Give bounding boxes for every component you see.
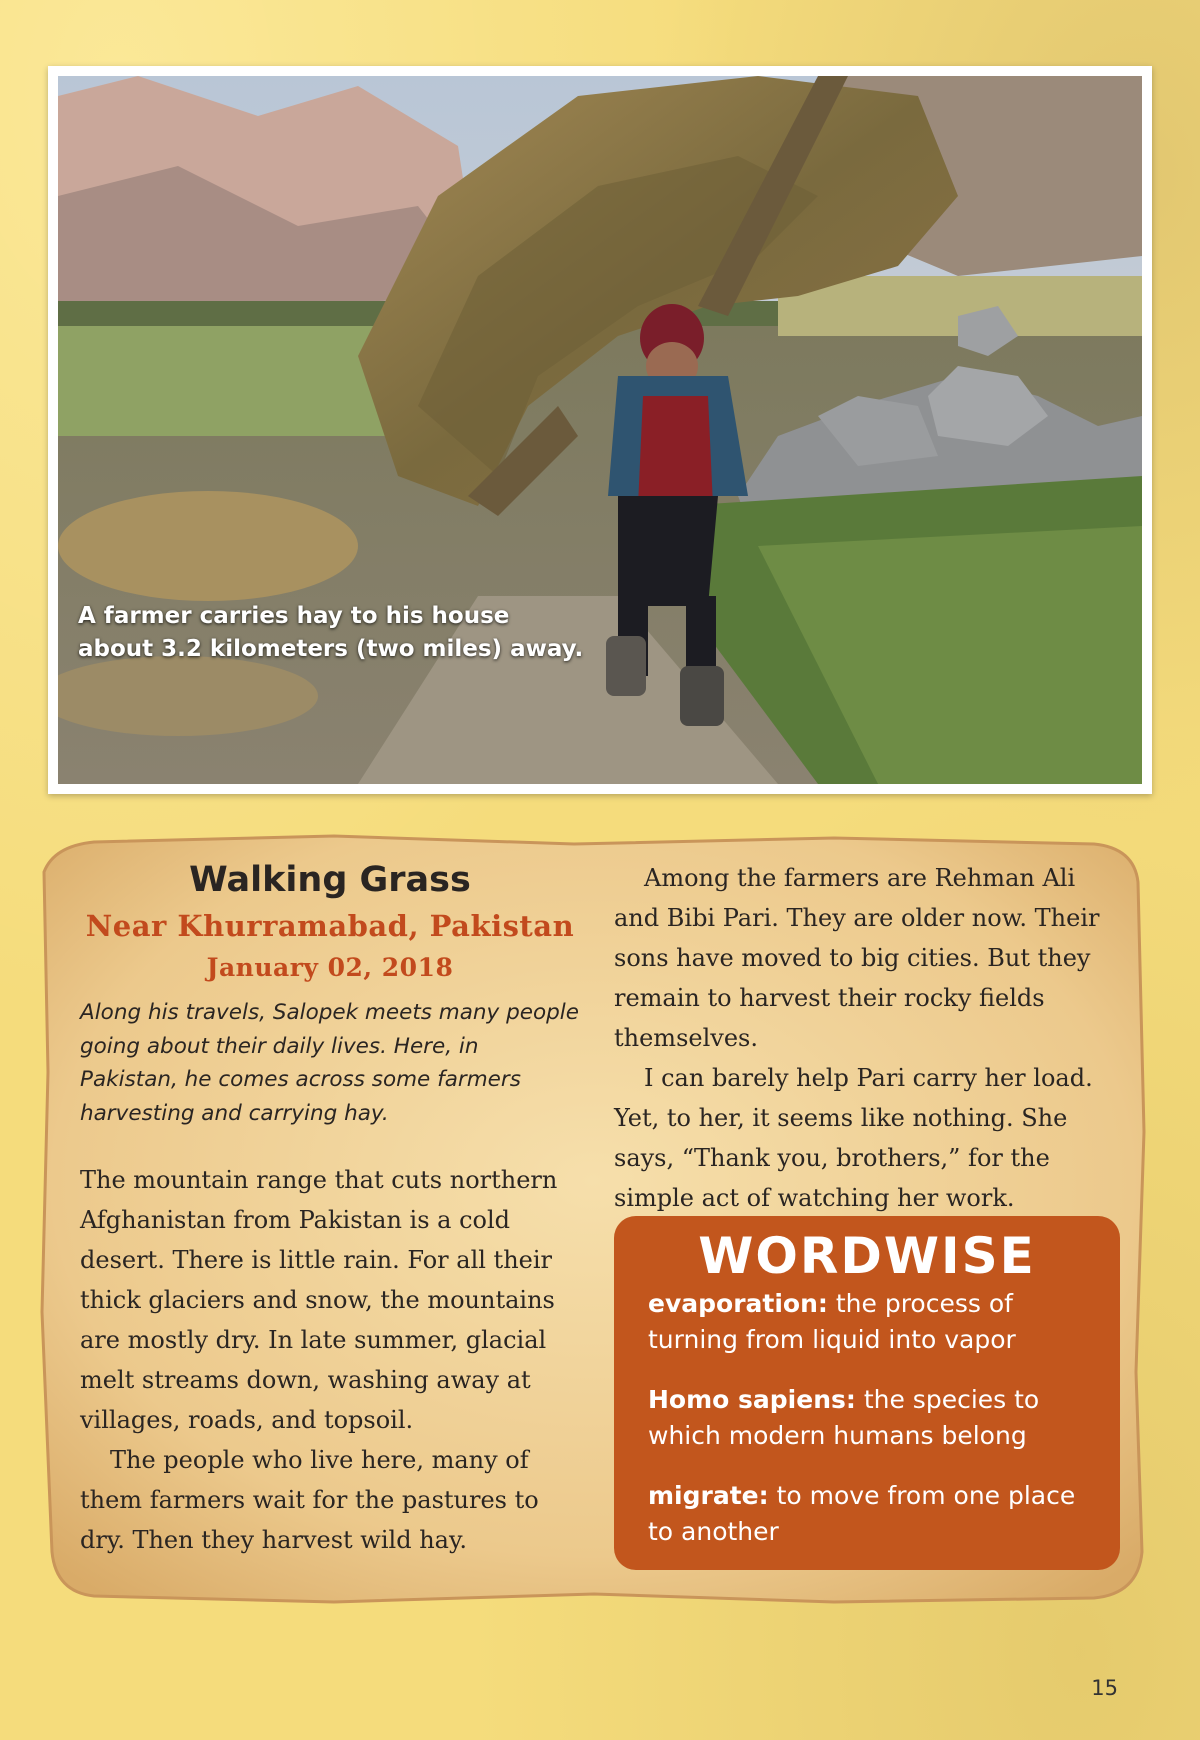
wordwise-title: WORDWISE bbox=[698, 1227, 1036, 1285]
wordwise-entry-homo-sapiens bbox=[648, 1382, 1086, 1454]
farmer-photo bbox=[58, 76, 1142, 784]
wordwise-entry-evaporation bbox=[648, 1286, 1086, 1358]
wordwise-definition: the process of turning from liquid into vapor bbox=[648, 1289, 1016, 1354]
article-place: Near Khurramabad, Pakistan bbox=[85, 909, 575, 943]
article-title: Walking Grass bbox=[189, 860, 471, 900]
wordwise-entry-migrate bbox=[648, 1478, 1086, 1550]
farmer-photo-illustration bbox=[58, 76, 1142, 784]
article-paragraph-2: The people who live here, many of them farmers wait for the pastures to dry. Then they harvest wild hay. bbox=[80, 1446, 539, 1554]
photo-caption-line1: A farmer carries hay to his house bbox=[78, 603, 510, 629]
wordwise-box bbox=[614, 1216, 1120, 1570]
wordwise-definition: to move from one place to another bbox=[648, 1481, 1076, 1546]
wordwise-term: migrate: bbox=[648, 1481, 769, 1510]
article-left-column bbox=[80, 858, 580, 1560]
photo-frame bbox=[48, 66, 1152, 794]
wordwise-definition: the species to which modern humans belong bbox=[648, 1385, 1040, 1450]
wordwise-term: evaporation: bbox=[648, 1289, 828, 1318]
article-paragraph-1: The mountain range that cuts northern Afghanistan from Pakistan is a cold desert. There is little rain. For all their thick glaciers and snow, the mountains are mostly dry. In late summer, glacial melt streams down, washing away at villages, roads, and topsoil. bbox=[80, 1166, 558, 1434]
wordwise-term: Homo sapiens: bbox=[648, 1385, 856, 1414]
photo-caption-line2: about 3.2 kilometers (two miles) away. bbox=[78, 636, 584, 662]
article-right-column bbox=[614, 858, 1124, 1218]
photo-caption bbox=[78, 600, 678, 666]
page-number: 15 bbox=[1091, 1676, 1118, 1700]
article-intro: Along his travels, Salopek meets many people going about their daily lives. Here, in Pakistan, he comes across some farmers harvesting and carrying hay. bbox=[80, 1000, 579, 1126]
article-date: January 02, 2018 bbox=[206, 953, 454, 982]
article-paragraph-4: I can barely help Pari carry her load. Yet, to her, it seems like nothing. She says, “Thank you, brothers,” for the simple act of watching her work. bbox=[614, 1064, 1093, 1212]
article-paragraph-3: Among the farmers are Rehman Ali and Bibi Pari. They are older now. Their sons have moved to big cities. But they remain to harvest their rocky fields themselves. bbox=[614, 864, 1100, 1052]
